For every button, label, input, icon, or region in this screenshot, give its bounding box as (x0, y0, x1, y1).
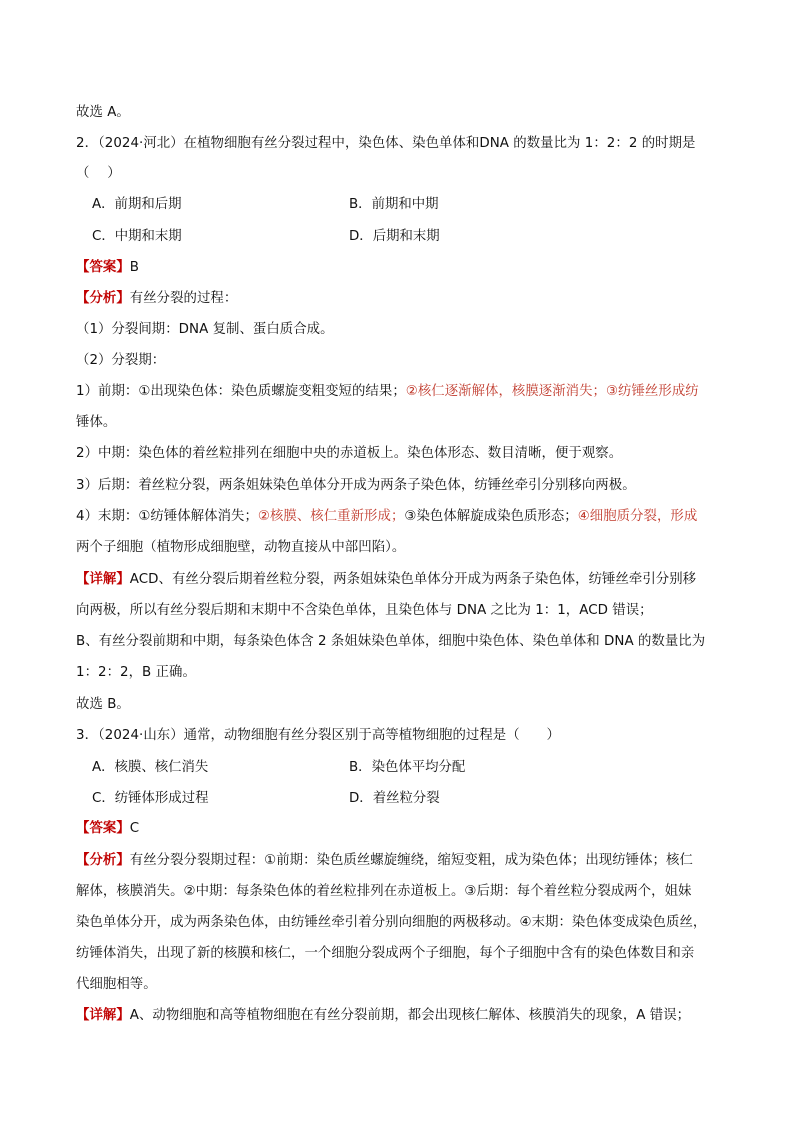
prophase-part-3: ③纺锤丝形成纺 (606, 384, 699, 399)
q3-option-a: A．核膜、核仁消失 (92, 760, 209, 775)
q2-detail-4: 1：2：2，B 正确。 (76, 665, 196, 680)
detail-tag: 【详解】 (76, 1008, 130, 1023)
q2-answer-line (76, 258, 724, 278)
q2-anaphase: 3）后期：着丝粒分裂，两条姐妹染色单体分开成为两条子染色体，纺锤丝牵引分别移向两极。 (76, 478, 636, 493)
q2-stem: 2．（2024·河北）在植物细胞有丝分裂过程中，染色体、染色单体和DNA 的数量比为 1：2：2 的时期是 (76, 136, 696, 151)
q3-analysis-1: 有丝分裂分裂期过程：①前期：染色质丝螺旋缠绕，缩短变粗，成为染色体；出现纺锤体；核仁 (129, 853, 693, 868)
q3-detail-line (76, 1006, 724, 1026)
q2-answer-value: B (129, 260, 140, 275)
q2-prophase-line (76, 382, 724, 402)
q2-option-b: B．前期和中期 (349, 197, 439, 212)
q3-analysis-2: 解体，核膜消失。②中期：每条染色体的着丝粒排列在赤道板上。③后期：每个着丝粒分裂成两个，姐妹 (76, 884, 692, 899)
analysis-tag: 【分析】 (76, 853, 130, 868)
q2-interphase: （1）分裂间期：DNA 复制、蛋白质合成。 (76, 322, 334, 337)
q2-detail-3: B、有丝分裂前期和中期，每条染色体含 2 条姐妹染色单体，细胞中染色体、染色单体和 DNA 的数量比为 (76, 634, 706, 649)
q3-option-d: D．着丝粒分裂 (349, 791, 440, 806)
telophase-part-1: 4）末期：①纺锤体解体消失； (76, 509, 258, 524)
q2-mphase: （2）分裂期： (76, 353, 166, 368)
q2-paren: （ ） (76, 166, 121, 181)
answer-tag: 【答案】 (76, 821, 130, 836)
q3-option-c: C．纺锤体形成过程 (92, 791, 209, 806)
q3-stem: 3．（2024·山东）通常，动物细胞有丝分裂区别于高等植物细胞的过程是（ ） (76, 728, 560, 743)
q2-analysis-intro: 有丝分裂的过程： (129, 291, 238, 306)
q3-option-b: B．染色体平均分配 (349, 760, 466, 775)
prophase-part-1: 1）前期：①出现染色体：染色质螺旋变粗变短的结果； (76, 384, 406, 399)
q2-prophase-cont: 锤体。 (76, 415, 117, 430)
q3-analysis-4: 纺锤体消失，出现了新的核膜和核仁，一个细胞分裂成两个子细胞，每个子细胞中含有的染色体数目和亲 (76, 946, 695, 961)
q3-analysis-3: 染色单体分开，成为两条染色体，由纺锤丝牵引着分别向细胞的两极移动。④末期：染色体变成染色质丝， (76, 915, 707, 930)
detail-tag: 【详解】 (76, 572, 130, 587)
analysis-tag: 【分析】 (76, 291, 130, 306)
q3-answer-line (76, 819, 724, 839)
prophase-part-2: ②核仁逐渐解体，核膜逐渐消失； (405, 384, 606, 399)
telophase-part-2: ②核膜、核仁重新形成； (257, 509, 405, 524)
q2-telophase-line (76, 507, 724, 527)
q2-option-a: A．前期和后期 (92, 197, 182, 212)
previous-conclusion: 故选 A。 (76, 105, 130, 120)
q2-detail-line (76, 570, 724, 590)
q2-option-d: D．后期和末期 (349, 229, 440, 244)
telophase-part-3: ③染色体解旋成染色质形态； (404, 509, 578, 524)
q3-analysis-5: 代细胞相等。 (76, 977, 157, 992)
q3-answer-value: C (129, 821, 140, 836)
q2-metaphase: 2）中期：染色体的着丝粒排列在细胞中央的赤道板上。染色体形态、数目清晰，便于观察。 (76, 446, 623, 461)
q2-option-c: C．中期和末期 (92, 229, 182, 244)
q2-conclusion: 故选 B。 (76, 697, 130, 712)
answer-tag: 【答案】 (76, 260, 130, 275)
q3-detail-1: A、动物细胞和高等植物细胞在有丝分裂前期，都会出现核仁解体、核膜消失的现象，A 错误； (129, 1008, 691, 1023)
q3-analysis-line (76, 851, 724, 871)
telophase-part-4: ④细胞质分裂，形成 (577, 509, 698, 524)
q2-telophase-cont: 两个子细胞（植物形成细胞壁，动物直接从中部凹陷）。 (76, 540, 406, 555)
q2-detail-1: ACD、有丝分裂后期着丝粒分裂，两条姐妹染色单体分开成为两条子染色体，纺锤丝牵引分别移 (129, 572, 697, 587)
q2-analysis-line (76, 289, 724, 309)
q2-detail-2: 向两极，所以有丝分裂后期和末期中不含染色单体，且染色体与 DNA 之比为 1：1，ACD 错误； (76, 603, 653, 618)
